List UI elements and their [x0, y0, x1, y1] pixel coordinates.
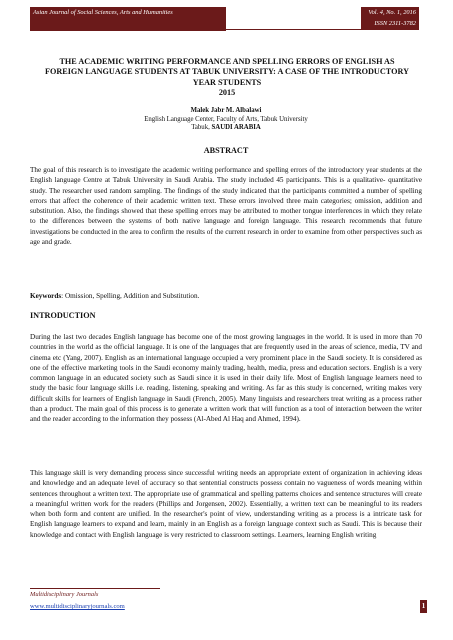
title-year: 2015: [218, 87, 236, 97]
author-location: [30, 124, 422, 133]
author-country: SAUDI ARABIA: [211, 124, 261, 132]
header-rule: [30, 29, 419, 30]
abstract-text: The goal of this research is to investigate the academic writing performance and spelling errors of the introductory year students at the English language Centre at Tabuk University in Saudi Arabia. The study included 45 participants. This is a qualitative- quantitative study. The researcher used random sampling. The findings of the study indicated that the participants committed a number of spelling errors that affect the coherence of their academic written text. These errors involved three main categories; omission, addition and substitution. Also, the findings showed that these spelling errors may be attributed to mother tongue interferences in which they relate to the differences between the systems of both native language and foreign language. This research recommends that future investigations be conducted in the area to confirm the results of the current research in order to examine from other perspectives such as age and grade.: [30, 166, 422, 246]
author-affiliation: English Language Center, Faculty of Arts, Tabuk University: [144, 115, 308, 123]
keywords-label: Keywords: [30, 292, 62, 300]
page-number: 1: [420, 600, 427, 613]
footer-url-link[interactable]: www.multidisciplinaryjournals.com: [30, 603, 125, 610]
author-name: Malek Jabr M. Albalawi: [190, 107, 262, 114]
introduction-paragraph-1: During the last two decades English language has become one of the most growing languages in the world. It is used in more than 70 countries in the world as the official language. It is one of the languages that are frequently used in the areas of science, media, TV and cinema etc (Yang, 2007). English as an international language occupied a very prominent place in the Saudi society. It is considered as one of the effective marketing tools in the Saudi economy mainly trading, health, media, press and education sectors. English is a very common language in an educated society such as Saudi since it is used in their daily life. Most of English language learners need to study the basic four language skills i.e. reading, listening, speaking and writing. As far as this study is concerned, writing makes very difficult skills for learners of English language in Saudi (French, 2005). Many linguists and researchers treat writing as a process rather than a product. The main goal of this process is to generate a written work that will function as a tool of interaction between the writer and the reader according to the information they possess (Al-Abed Al Haq and Ahmed, 1994).: [30, 333, 422, 423]
abstract-heading: ABSTRACT: [203, 146, 249, 155]
volume-header-bar: [361, 7, 419, 30]
issn-info: ISSN 2311-3782: [374, 19, 416, 27]
introduction-paragraph-2: This language skill is very demanding process since successful writing needs an appropriate extent of organization in achieving ideas and knowledge and an adequate level of accuracy so that sentential constructs possess contain no vagueness of words meaning within sentences throughout a written text. The appropriate use of grammatical and spelling patterns choices and sentence structures will create a meaningful written work for the readers (Phillips and Jorgensen, 2002). Essentially, a written text can be meaningful to its readers when both form and content are unified. In the researcher's point of view, understanding writing as a process is a intricate task for English language learners to expand and learn, mainly in an English as a foreign language context such as Saudi. This is because their knowledge and contact with English language is very restricted to classroom settings. Learners, learning English writing: [30, 469, 422, 539]
footer-journal: Multidisciplinary Journals: [30, 591, 99, 598]
volume-info: Vol. 4, No. 1, 2016: [368, 9, 416, 16]
journal-name: Asian Journal of Social Sciences, Arts and Humanities: [33, 9, 173, 16]
introduction-heading: INTRODUCTION: [30, 311, 96, 320]
footer-rule: [30, 588, 160, 589]
author-block: [30, 107, 422, 133]
journal-header-bar: [30, 7, 226, 31]
keywords-text: : Omission, Spelling, Addition and Substitution.: [61, 292, 200, 300]
author-city: Tabuk,: [191, 124, 210, 132]
title-text: THE ACADEMIC WRITING PERFORMANCE AND SPELLING ERRORS OF ENGLISH AS FOREIGN LANGUAGE STUDENTS AT TABUK UNIVERSITY: A CASE OF THE INTRODUCTORY YEAR STUDENTS: [45, 57, 409, 87]
keywords-line: [30, 291, 422, 301]
paper-title: [44, 57, 410, 98]
